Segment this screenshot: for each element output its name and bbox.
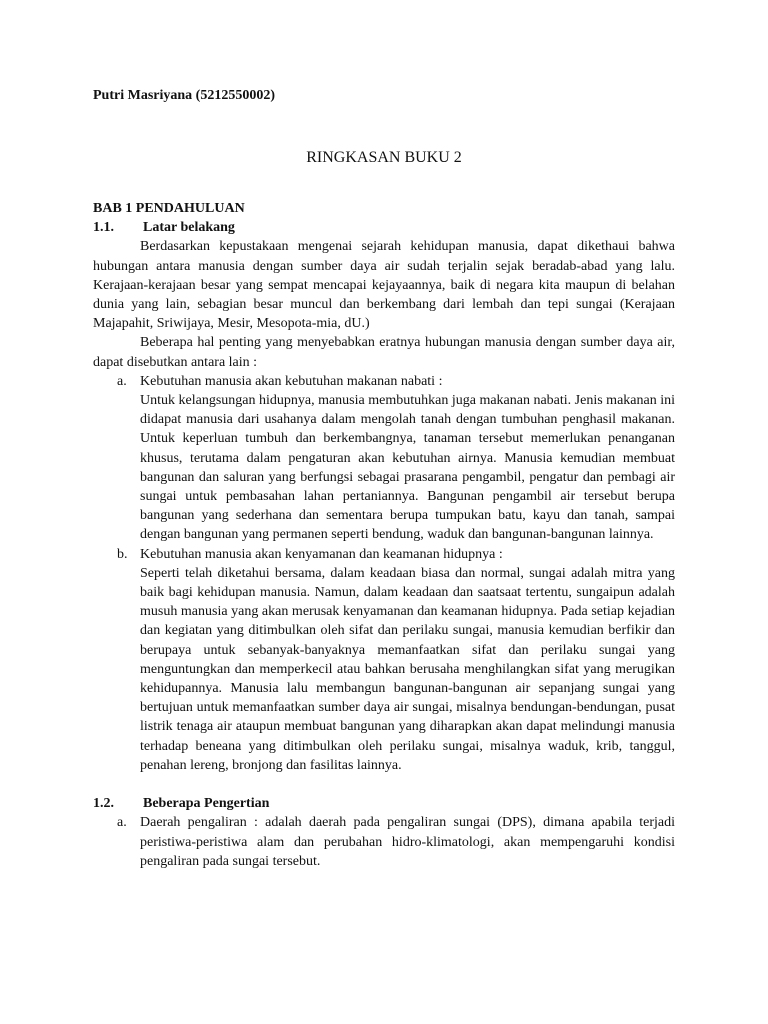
list-item-body	[140, 372, 675, 545]
section-heading	[93, 794, 675, 813]
chapter-heading: BAB 1 PENDAHULUAN	[93, 201, 245, 216]
list-item	[117, 545, 675, 775]
list-item-text: Untuk kelangsungan hidupnya, manusia membutuhkan juga makanan nabati. Jenis makanan ini didapat manusia dari usahanya dalam mengolah tanah dengan tumbuhan penghasil makanan. Untuk keperluan tumbuh dan berkembangnya, tanaman tersebut memerlukan penanganan khusus, terutama dalam pengaturan akan kebutuhan airnya. Manusia kemudian membuat bangunan dan saluran yang berfungsi sebagai prasarana pengambil, pengatur dan pembagi air sungai untuk pembasahan lahan pertaniannya. Bangunan pengambil air tersebut berupa bangunan yang sederhana dan sementara berupa tumpukan batu, kayu dan tanah, sampai dengan bangunan yang permanen seperti bendung, waduk dan bangunan-bangunan lainnya.	[140, 393, 675, 543]
paragraph: Berdasarkan kepustakaan mengenai sejarah kehidupan manusia, dapat dikethaui bahwa hubungan antara manusia dengan sumber daya air sudah terjalin sejak beradab-abad yang lalu. Kerajaan-kerajaan besar yang sempat mencapai kejayaannya, baik di negara kita maupun di belahan dunia yang lain, sebagian besar muncul dan berkembang dari lembah dan tepi sungai (Kerajaan Majapahit, Sriwijaya, Mesir, Mesopota-mia, dU.)	[93, 239, 675, 332]
list-item	[117, 372, 675, 545]
spacer	[93, 775, 675, 794]
list-item-title: Kebutuhan manusia akan kenyamanan dan keamanan hidupnya :	[140, 546, 503, 562]
list-item	[117, 813, 675, 871]
list-item-text: Seperti telah diketahui bersama, dalam keadaan biasa dan normal, sungai adalah mitra yang baik bagi kehidupan manusia. Namun, dalam keadaan dan saatsaat tertentu, sungaipun adalah musuh manusia yang akan merusak kenyamanan dan keamanan hidupnya. Pada setiap kejadian dan kegiatan yang ditimbulkan oleh sifat dan perilaku sungai, manusia kemudian berfikir dan berupaya untuk sebanyak-banyaknya memanfaatkan sifat dan perilaku sungai yang menguntungkan dan memperkecil atau bahkan berusaha menghilangkan sifat yang merugikan kehidupannya. Manusia lalu membangun bangunan-bangunan air sepanjang sungai yang bertujuan untuk memanfaatkan sumber daya air sungai, misalnya bendungan-bendungan, pusat listrik tenaga air ataupun membuat bangunan yang diharapkan akan dapat melindungi manusia terhadap beneana yang ditimbulkan oleh perilaku sungai, misalnya waduk, krib, tanggul, penahan lereng, bronjong dan fasilitas lainnya.	[140, 565, 675, 773]
section-number: 1.2.	[93, 796, 114, 812]
section-title: Latar belakang	[143, 220, 235, 236]
list-marker: a.	[117, 815, 127, 831]
document-body	[93, 199, 675, 871]
paragraph: Beberapa hal penting yang menyebabkan eratnya hubungan manusia dengan sumber daya air, dapat disebutkan antara lain :	[93, 335, 675, 370]
document-title: RINGKASAN BUKU 2	[306, 149, 462, 166]
section-heading	[93, 218, 675, 237]
section-number: 1.1.	[93, 220, 114, 236]
list-item-body	[140, 545, 675, 775]
list-item-title: Kebutuhan manusia akan kebutuhan makanan nabati :	[140, 373, 443, 389]
section-title: Beberapa Pengertian	[143, 796, 270, 812]
list-item-text: Daerah pengaliran : adalah daerah pada pengaliran sungai (DPS), dimana apabila terjadi peristiwa-peristiwa alam dan perubahan hidro-klimatologi, akan mempengaruhi kondisi pengaliran pada sungai tersebut.	[140, 815, 675, 869]
list-marker: b.	[117, 546, 128, 562]
list-item-body	[140, 813, 675, 871]
list-marker: a.	[117, 373, 127, 389]
author-line: Putri Masriyana (5212550002)	[93, 88, 275, 103]
